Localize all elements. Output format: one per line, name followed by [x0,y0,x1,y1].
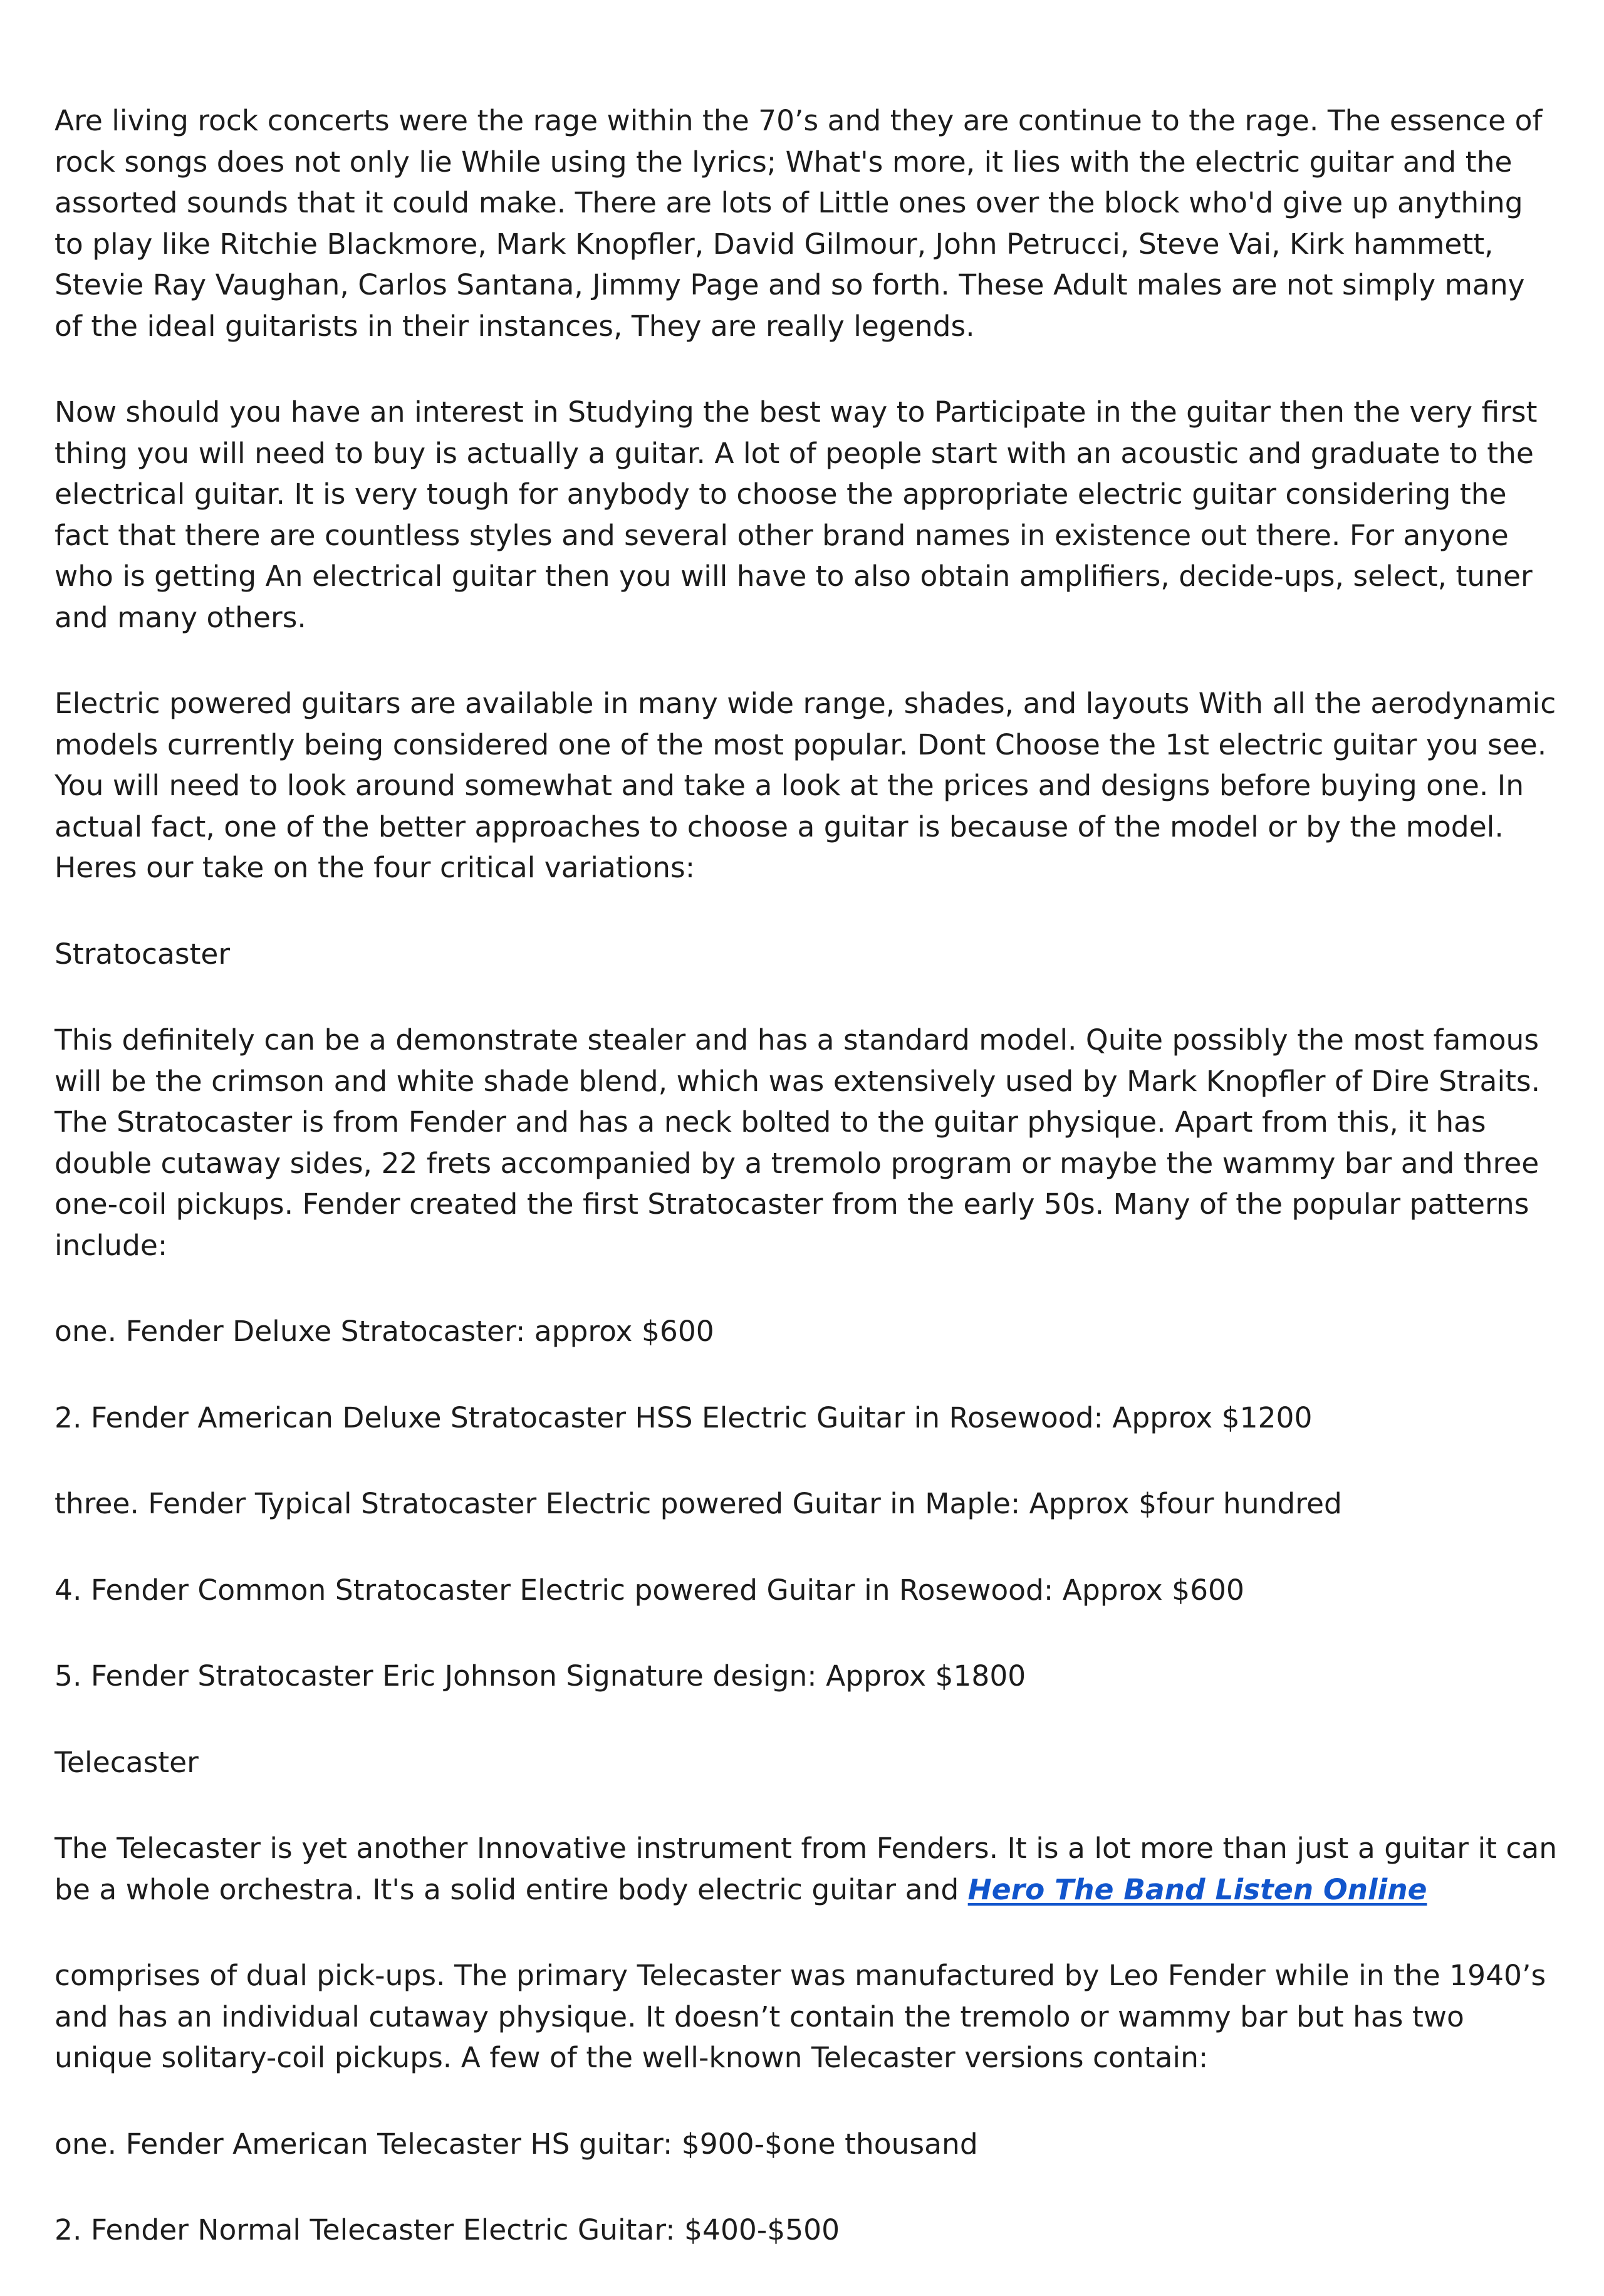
list-item: one. Fender Deluxe Stratocaster: approx $600 [55,1315,714,1348]
list-item: 2. Fender Normal Telecaster Electric Guitar: $400-$500 [55,2213,840,2246]
intro-paragraph: Are living rock concerts were the rage within the 70’s and they are continue to the rage. The essence of rock songs does not only lie While using the lyrics; What's more, it lies with the electric guitar and the assorted sounds that it could make. There are lots of Little ones over the block who'd give up anything to play like Ritchie Blackmore, Mark Knopfler, David Gilmour, John Petrucci, Steve Vai, Kirk hammett, Stevie Ray Vaughan, Carlos Santana, Jimmy Page and so forth. These Adult males are not simply many of the ideal guitarists in their instances, They are really legends. [55,104,1543,343]
telecaster-description-continued: comprises of dual pick-ups. The primary Telecaster was manufactured by Leo Fender while in the 1940’s and has an individual cutaway physique. It doesn’t contain the tremolo or wammy bar but has two unique solitary-coil pickups. A few of the well-known Telecaster versions contain: [55,1959,1546,2074]
variations-paragraph: Electric powered guitars are available in many wide range, shades, and layouts With all the aerodynamic models currently being considered one of the most popular. Dont Choose the 1st electric guitar you see. You will need to look around somewhat and take a look at the prices and designs before buying one. In actual fact, one of the better approaches to choose a guitar is because of the model or by the model. Heres our take on the four critical variations: [55,687,1556,884]
article-body [55,100,1558,2296]
stratocaster-heading: Stratocaster [55,937,231,971]
list-item: three. Fender Typical Stratocaster Electric powered Guitar in Maple: Approx $four hundred [55,1487,1342,1520]
list-item: 4. Fender Common Stratocaster Electric powered Guitar in Rosewood: Approx $600 [55,1573,1244,1607]
telecaster-heading: Telecaster [55,1745,199,1779]
buying-paragraph: Now should you have an interest in Studying the best way to Participate in the guitar then the very first thing you will need to buy is actually a guitar. A lot of people start with an acoustic and graduate to the electrical guitar. It is very tough for anybody to choose the appropriate electric guitar considering the fact that there are countless styles and several other brand names in existence out there. For anyone who is getting An electrical guitar then you will have to also obtain amplifiers, decide-ups, select, tuner and many others. [55,395,1538,634]
list-item: one. Fender American Telecaster HS guitar: $900-$one thousand [55,2127,978,2161]
hero-band-link[interactable]: Hero The Band Listen Online [967,1872,1427,1906]
telecaster-description [55,1828,1558,1910]
stratocaster-description: This definitely can be a demonstrate stealer and has a standard model. Quite possibly the most famous will be the crimson and white shade blend, which was extensively used by Mark Knopfler of Dire Straits. The Stratocaster is from Fender and has a neck bolted to the guitar physique. Apart from this, it has double cutaway sides, 22 frets accompanied by a tremolo program or maybe the wammy bar and three one-coil pickups. Fender created the first Stratocaster from the early 50s. Many of the popular patterns include: [55,1023,1541,1262]
list-item: 5. Fender Stratocaster Eric Johnson Signature design: Approx $1800 [55,1659,1026,1693]
list-item: 2. Fender American Deluxe Stratocaster HSS Electric Guitar in Rosewood: Approx $1200 [55,1401,1313,1434]
telecaster-description-text: The Telecaster is yet another Innovative instrument from Fenders. It is a lot more than just a guitar it can be a whole orchestra. It's a solid entire body electric guitar and [55,1832,1558,1906]
